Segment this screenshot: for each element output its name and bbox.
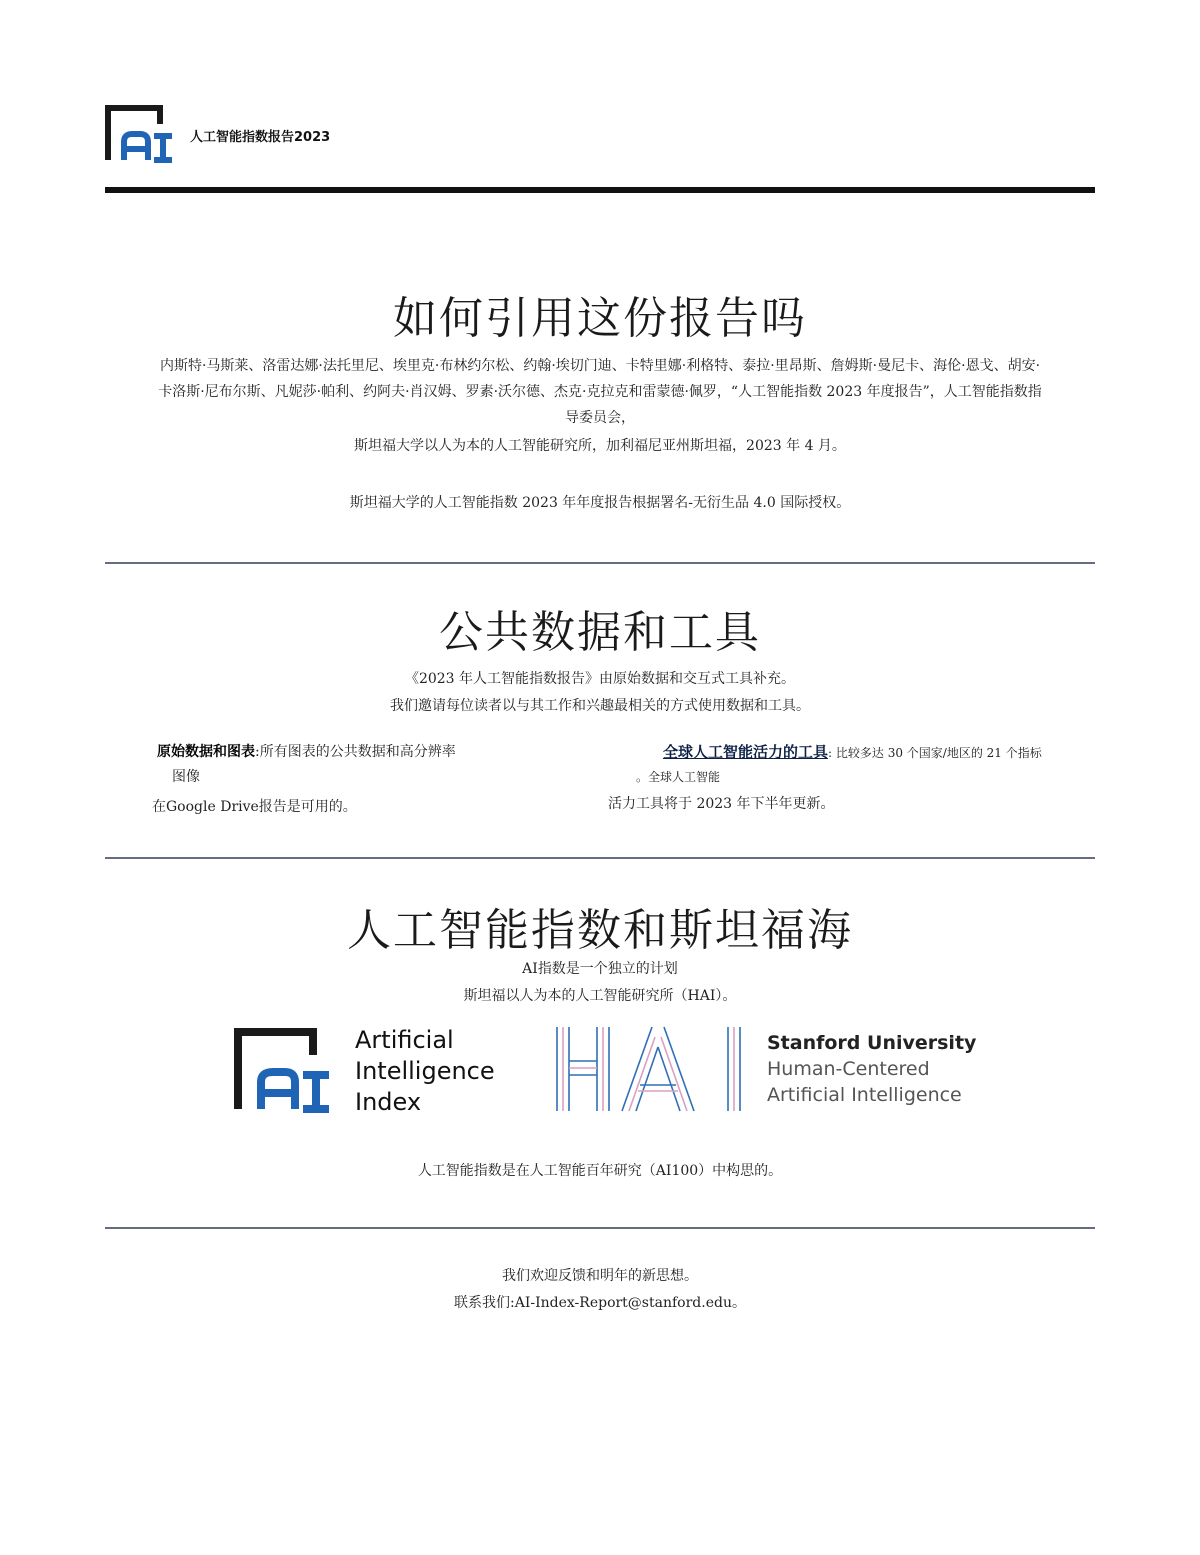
ai-index-logo-line: Index	[355, 1088, 422, 1116]
vibrancy-tool-description-2: 。全球人工智能	[636, 770, 721, 784]
citation-institute-line: 斯坦福大学以人为本的人工智能研究所，加利福尼亚州斯坦福，2023 年 4 月。	[354, 438, 846, 454]
ai-index-logo-text	[355, 1025, 495, 1118]
stanford-university-text	[767, 1030, 976, 1108]
stanford-line-1: AI指数是一个独立的计划	[522, 961, 678, 977]
section-divider	[105, 562, 1095, 564]
raw-data-item	[157, 739, 456, 765]
contact-email[interactable]: 联系我们:AI-Index-Report@stanford.edu。	[454, 1295, 746, 1311]
su-name: Stanford University	[767, 1032, 977, 1054]
feedback-text: 我们欢迎反馈和明年的新思想。	[502, 1268, 698, 1284]
vibrancy-tool-description-3: 活力工具将于 2023 年下半年更新。	[608, 796, 835, 812]
citation-authors-line3: 导委员会，	[565, 410, 635, 426]
stanford-line-2: 斯坦福以人为本的人工智能研究所（HAI）。	[463, 988, 737, 1004]
public-data-intro-2: 我们邀请每位读者以与其工作和兴趣最相关的方式使用数据和工具。	[390, 698, 810, 714]
ai-index-logo-icon	[104, 104, 174, 164]
hai-logo-icon	[554, 1025, 746, 1113]
ai-index-logo-line: Intelligence	[355, 1057, 495, 1085]
stanford-heading: 人工智能指数和斯坦福海	[347, 905, 853, 956]
citation-authors-line2: 卡洛斯·尼布尔斯、凡妮莎·帕利、约阿夫·肖汉姆、罗素·沃尔德、杰克·克拉克和雷蒙德·佩罗，“人工智能指数 2023 年度报告”，人工智能指数指	[158, 384, 1042, 400]
section-divider	[105, 857, 1095, 859]
license-text: 斯坦福大学的人工智能指数 2023 年年度报告根据署名-无衍生品 4.0 国际授权。	[349, 495, 851, 511]
raw-data-description: :所有图表的公共数据和高分辨率	[255, 744, 456, 760]
raw-data-description-2: 图像	[172, 769, 200, 785]
raw-data-description-3: 在Google Drive报告是可用的。	[152, 799, 357, 815]
vibrancy-tool-link[interactable]: 全球人工智能活力的工具	[663, 743, 829, 761]
header-title: 人工智能指数报告2023	[190, 130, 331, 145]
su-subtitle-1: Human-Centered	[767, 1058, 930, 1080]
citation-heading: 如何引用这份报告吗	[393, 293, 807, 344]
section-divider	[105, 1227, 1095, 1229]
su-subtitle-2: Artificial Intelligence	[767, 1084, 962, 1106]
ai-index-logo-line: Artificial	[355, 1026, 454, 1054]
public-data-intro-1: 《2023 年人工智能指数报告》由原始数据和交互式工具补充。	[404, 671, 796, 687]
header-divider	[105, 187, 1095, 193]
ai100-text: 人工智能指数是在人工智能百年研究（AI100）中构思的。	[417, 1163, 783, 1179]
citation-authors-line1: 内斯特·马斯莱、洛雷达娜·法托里尼、埃里克·布林约尔松、约翰·埃切门迪、卡特里娜·利格特、泰拉·里昂斯、詹姆斯·曼尼卡、海伦·恩戈、胡安·	[159, 358, 1041, 374]
vibrancy-tool-item	[663, 739, 1042, 766]
public-data-heading: 公共数据和工具	[439, 607, 761, 658]
raw-data-link[interactable]: 原始数据和图表	[157, 744, 255, 760]
vibrancy-tool-description: : 比较多达 30 个国家/地区的 21 个指标	[828, 746, 1042, 760]
ai-index-large-logo-icon	[233, 1027, 333, 1113]
